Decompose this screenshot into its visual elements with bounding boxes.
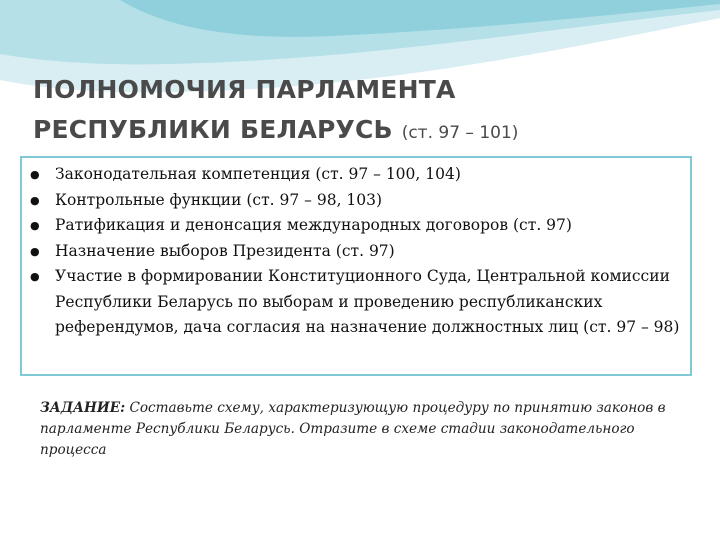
task-text: Составьте схему, характеризующую процедуру по принятию законов в парламенте Республики Беларусь. Отразите в схеме стадии законодательного процесса — [40, 400, 666, 458]
list-item — [22, 239, 694, 265]
list-item-text: Участие в формировании Конституционного Суда, Центральной комиссии Республики Беларусь по выборам и проведению республиканских референдумов, дача согласия на назначение должностных лиц (ст. 97 – 98) — [55, 267, 680, 336]
list-item — [22, 264, 694, 341]
list-item-text: Законодательная компетенция (ст. 97 – 100, 104) — [55, 165, 461, 183]
title-line-2-text: РЕСПУБЛИКИ БЕЛАРУСЬ — [33, 115, 393, 144]
bullet-icon: ● — [30, 244, 40, 258]
slide-title — [33, 70, 693, 153]
title-line-2 — [33, 110, 693, 153]
list-item — [22, 188, 694, 214]
task-paragraph — [40, 398, 680, 461]
bullet-icon: ● — [30, 168, 40, 181]
title-article-reference: (ст. 97 – 101) — [401, 123, 519, 143]
bullet-icon: ● — [30, 270, 40, 283]
bullet-icon: ● — [30, 219, 40, 232]
list-item — [22, 213, 694, 239]
list-item-text: Контрольные функции (ст. 97 – 98, 103) — [55, 190, 383, 209]
bullet-icon: ● — [30, 193, 40, 207]
powers-box — [20, 156, 692, 376]
list-item-text: Ратификация и денонсация международных договоров (ст. 97) — [55, 216, 572, 234]
title-line-1: ПОЛНОМОЧИЯ ПАРЛАМЕНТА — [33, 75, 456, 104]
task-label: ЗАДАНИЕ: — [40, 400, 126, 416]
list-item-text: Назначение выборов Президента (ст. 97) — [55, 241, 395, 260]
list-item — [22, 162, 694, 188]
powers-list — [22, 162, 694, 341]
